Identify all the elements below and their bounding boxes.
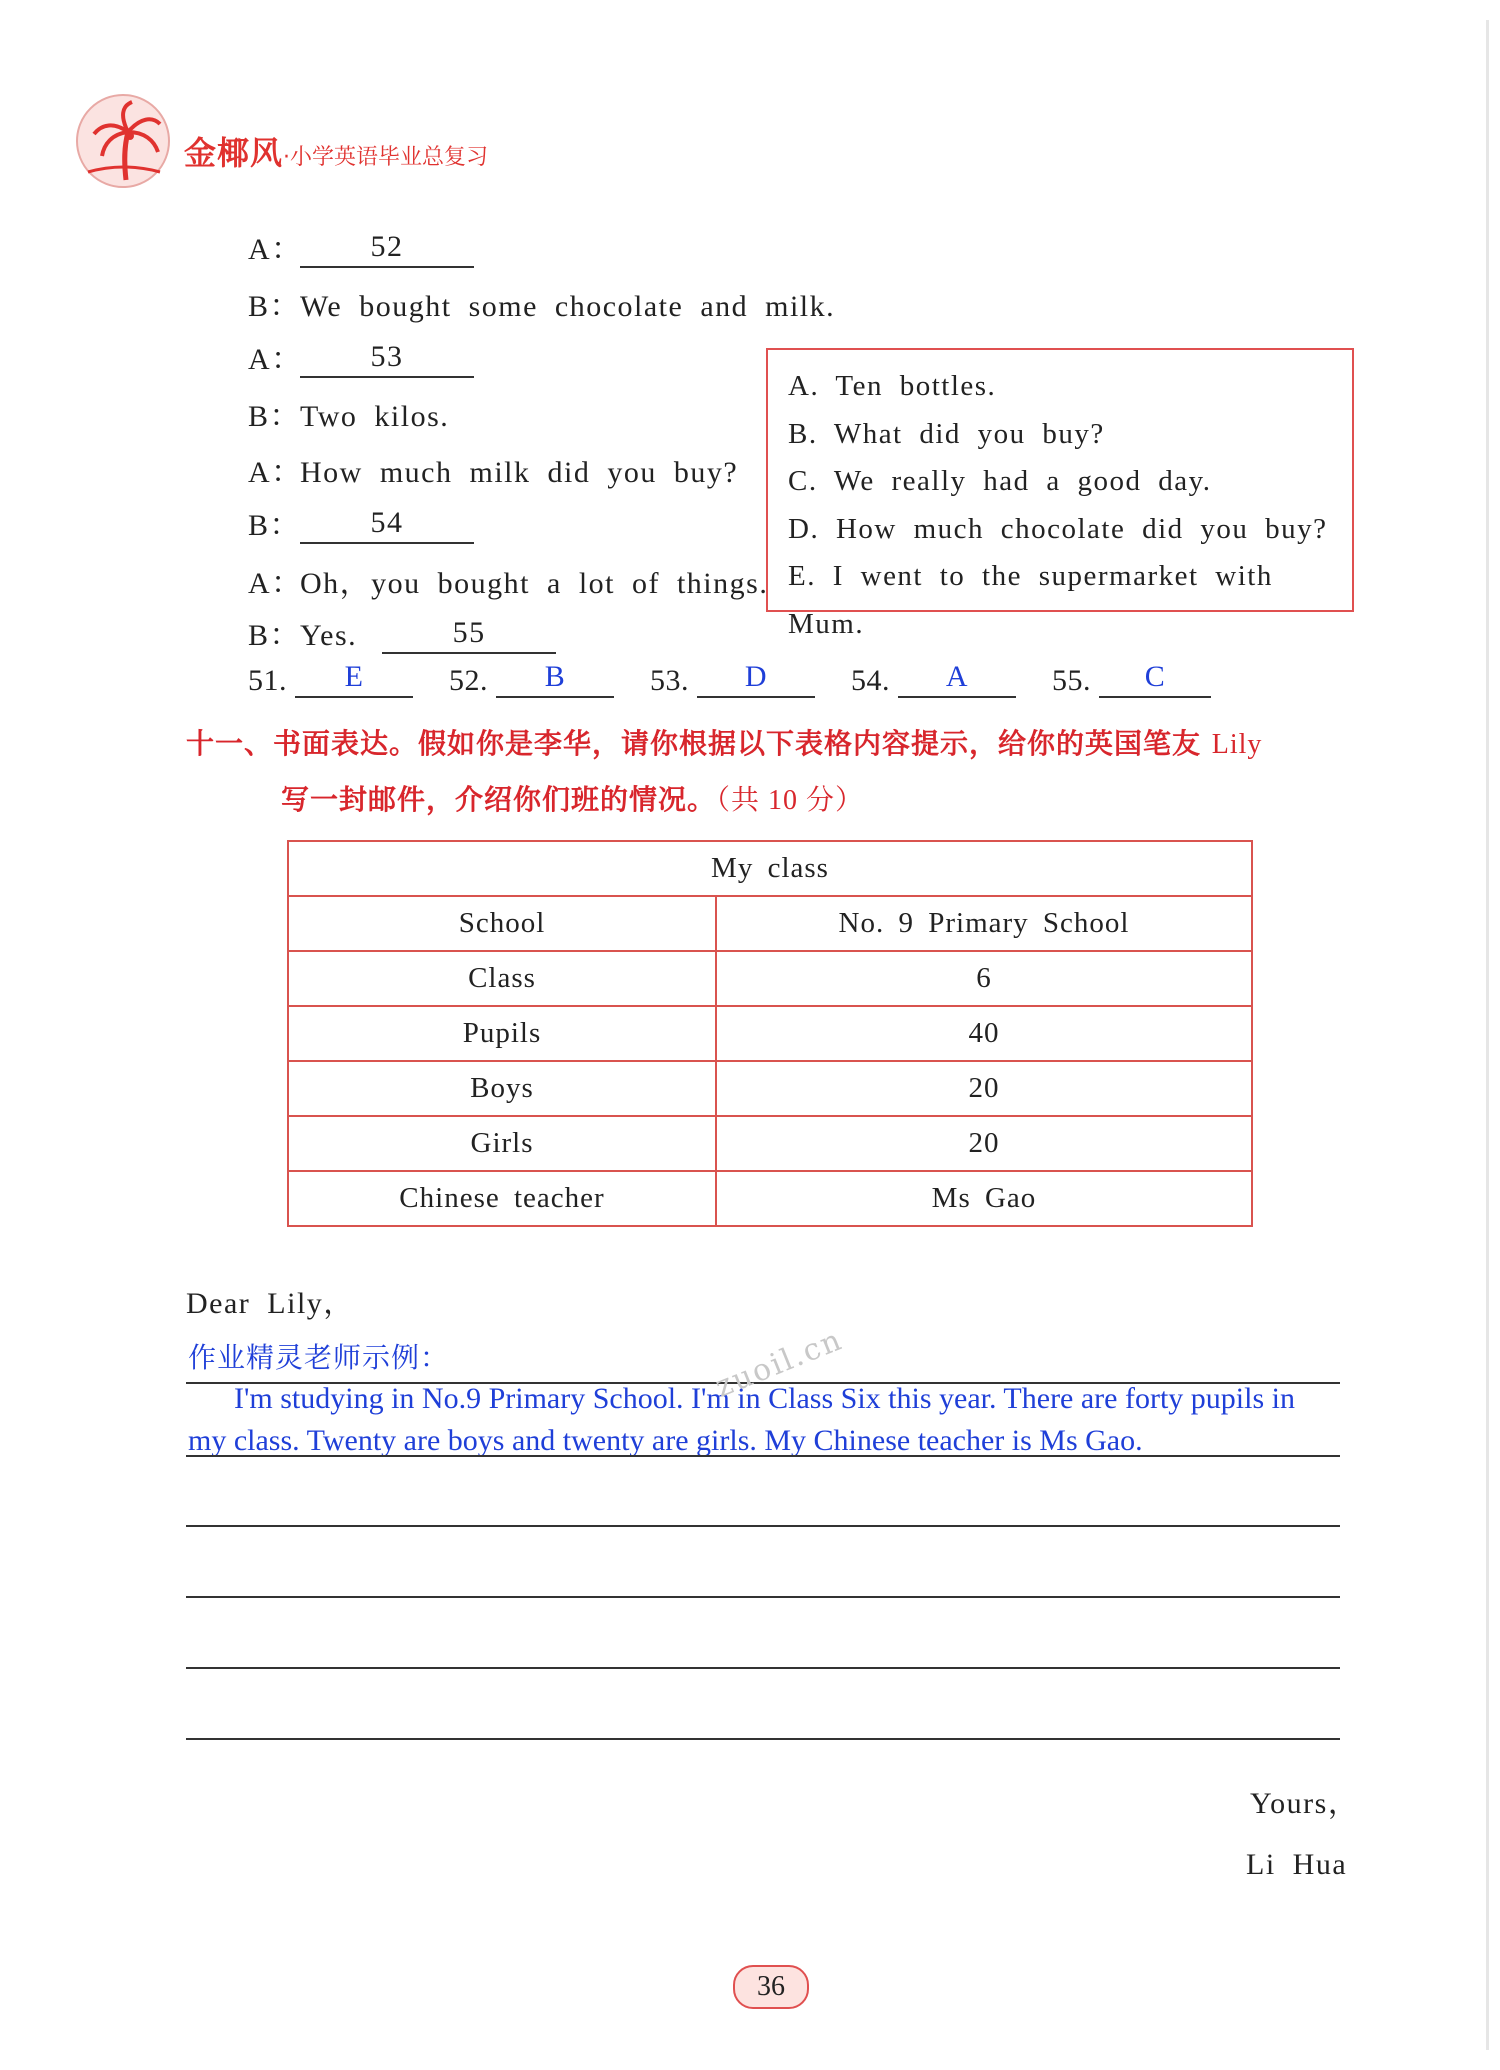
dialogue-line-8 <box>248 610 556 654</box>
dialogue-text: How much milk did you buy? <box>300 456 739 489</box>
brand-dot: · <box>283 145 291 170</box>
options-box <box>766 348 1354 640</box>
table-cell-value: Ms Gao <box>716 1171 1252 1226</box>
page-number-badge <box>733 1965 809 2009</box>
table-cell-label: Boys <box>288 1061 716 1116</box>
table-row <box>288 951 1252 1006</box>
brand-name: 金椰风 <box>184 134 284 172</box>
brand-subtitle: 小学英语毕业总复习 <box>290 145 489 170</box>
answers-row <box>248 662 1211 698</box>
answer-51: E <box>295 662 413 698</box>
speaker-label: A： <box>248 233 303 266</box>
table-cell-value: 20 <box>716 1116 1252 1171</box>
answer-55: C <box>1099 662 1211 698</box>
speaker-label: A： <box>248 343 303 376</box>
table-cell-label: School <box>288 896 716 951</box>
writing-line-3 <box>186 1525 1340 1527</box>
speaker-label: B： <box>248 290 302 323</box>
example-label: 作业精灵老师示例： <box>188 1341 450 1374</box>
table-cell-value: 6 <box>716 951 1252 1006</box>
dialogue-line-7 <box>248 558 768 602</box>
option-d: D. How much chocolate did you buy? <box>788 512 1328 545</box>
class-table <box>287 840 1253 1227</box>
option-b: B. What did you buy? <box>788 417 1105 450</box>
answer-num: 51. <box>248 664 287 697</box>
section-points: （共 10 分） <box>716 785 865 816</box>
answer-52: B <box>496 662 614 698</box>
dialogue-line-5 <box>248 447 738 491</box>
page-number: 36 <box>757 1971 785 2002</box>
speaker-label: A： <box>248 567 303 600</box>
dialogue-line-2 <box>248 281 835 325</box>
example-body-line2: my class. Twenty are boys and twenty are girls. My Chinese teacher is Ms Gao. <box>188 1424 1143 1457</box>
dialogue-text: Two kilos. <box>300 400 450 433</box>
dialogue-line-6 <box>248 500 474 544</box>
table-row <box>288 1061 1252 1116</box>
table-cell-label: Pupils <box>288 1006 716 1061</box>
section-line1: 十一、书面表达。假如你是李华，请你根据以下表格内容提示，给你的英国笔友 <box>186 727 1202 760</box>
dialogue-line-1 <box>248 224 474 268</box>
speaker-label: B： <box>248 619 302 652</box>
option-a: A. Ten bottles. <box>788 370 997 402</box>
answer-num: 54. <box>851 664 890 697</box>
dialogue-text: Yes. <box>300 619 358 652</box>
letter-closing: Yours， <box>1250 1787 1360 1820</box>
section-heading <box>186 722 1356 762</box>
table-cell-value: 40 <box>716 1006 1252 1061</box>
blank-53: 53 <box>300 342 474 378</box>
table-title: My class <box>288 841 1252 896</box>
dialogue-line-3 <box>248 334 474 378</box>
table-cell-label: Chinese teacher <box>288 1171 716 1226</box>
watermark: zuoil.cn <box>710 1322 848 1405</box>
blank-54: 54 <box>300 508 474 544</box>
palm-logo-icon <box>74 92 172 190</box>
section-heading-line2 <box>281 778 864 818</box>
table-header-row <box>288 841 1252 896</box>
blank-52: 52 <box>300 232 474 268</box>
table-row <box>288 1006 1252 1061</box>
table-cell-value: No. 9 Primary School <box>716 896 1252 951</box>
dialogue-text: Oh，you bought a lot of things. <box>300 567 769 600</box>
writing-line-6 <box>186 1738 1340 1740</box>
table-cell-value: 20 <box>716 1061 1252 1116</box>
writing-line-2 <box>186 1455 1340 1457</box>
dialogue-text: We bought some chocolate and milk. <box>300 290 836 323</box>
answer-num: 52. <box>449 664 488 697</box>
table-row <box>288 896 1252 951</box>
option-e: E. I went to the supermarket with Mum. <box>788 560 1273 640</box>
answer-54: A <box>898 662 1016 698</box>
table-cell-label: Class <box>288 951 716 1006</box>
header-title <box>184 128 488 174</box>
table-cell-label: Girls <box>288 1116 716 1171</box>
page-edge <box>1486 20 1489 2050</box>
writing-line-4 <box>186 1596 1340 1598</box>
section-line2: 写一封邮件，介绍你们班的情况。 <box>281 783 717 816</box>
option-c: C. We really had a good day. <box>788 465 1212 497</box>
letter-signature: Li Hua <box>1246 1848 1348 1881</box>
answer-num: 53. <box>650 664 689 697</box>
blank-55: 55 <box>382 618 556 654</box>
example-body-line1: I'm studying in No.9 Primary School. I'm in Class Six this year. There are forty pupils in <box>234 1382 1295 1415</box>
table-row <box>288 1171 1252 1226</box>
dialogue-line-4 <box>248 391 449 435</box>
answer-num: 55. <box>1052 664 1091 697</box>
speaker-label: A： <box>248 456 303 489</box>
section-name: Lily <box>1211 729 1263 760</box>
letter-greeting: Dear Lily， <box>186 1287 355 1320</box>
table-row <box>288 1116 1252 1171</box>
speaker-label: B： <box>248 400 302 433</box>
writing-line-5 <box>186 1667 1340 1669</box>
answer-53: D <box>697 662 815 698</box>
speaker-label: B： <box>248 509 302 542</box>
